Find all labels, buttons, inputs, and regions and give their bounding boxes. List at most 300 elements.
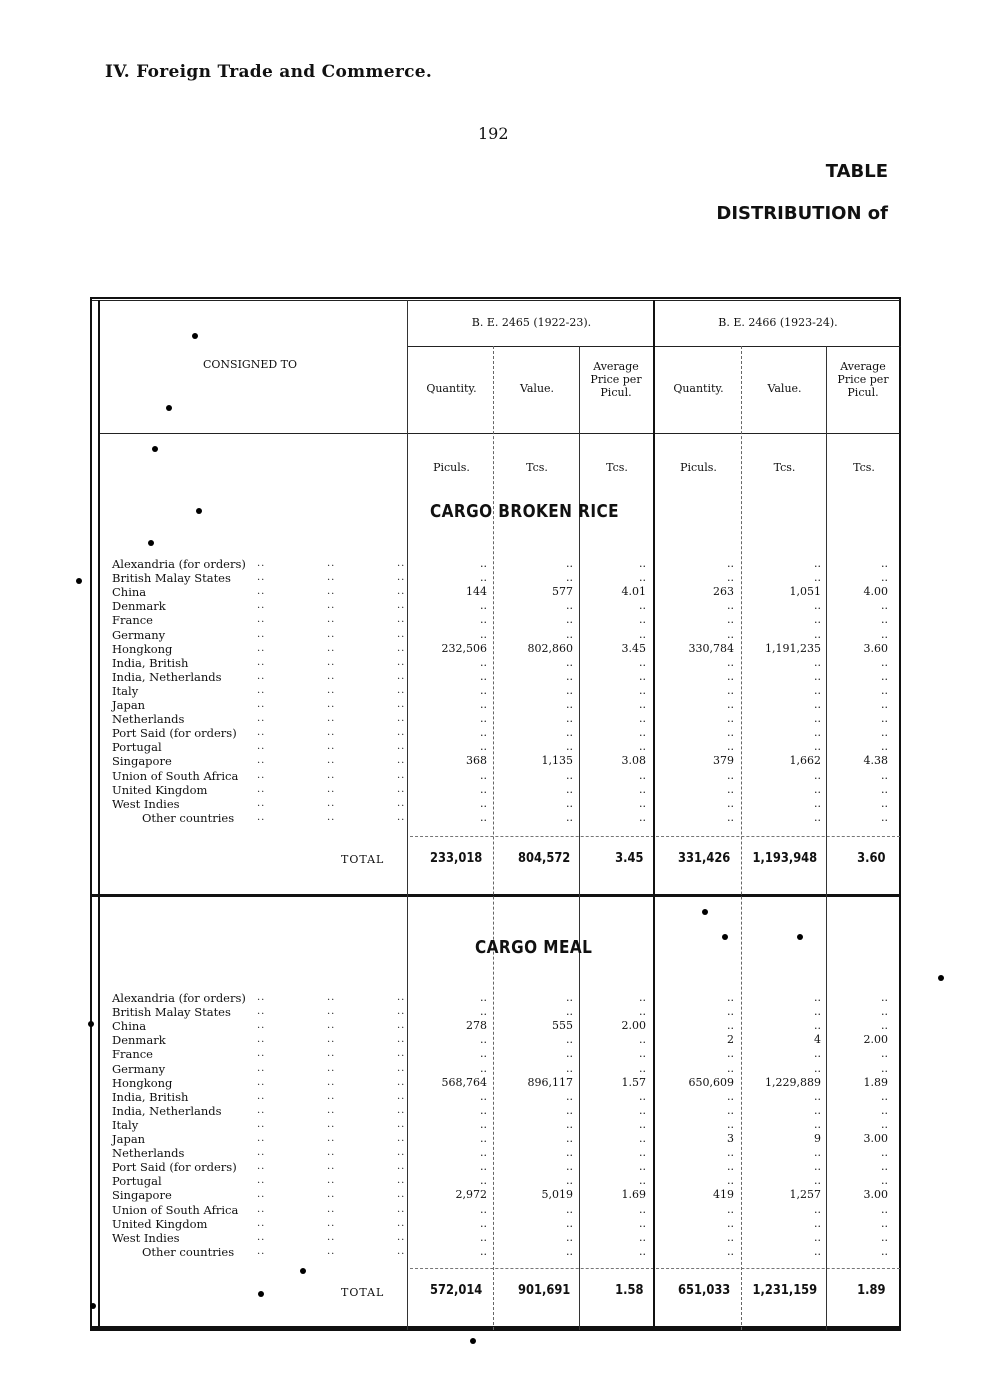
cell-v2: .. bbox=[814, 1244, 821, 1258]
unit-value-2: Tcs. bbox=[773, 461, 796, 474]
cell-q1: .. bbox=[480, 1160, 487, 1174]
cell-p2: .. bbox=[881, 1117, 888, 1131]
cell-q2: .. bbox=[727, 810, 734, 824]
leader-dots: .. bbox=[257, 670, 266, 682]
cell-v2: .. bbox=[814, 1005, 821, 1019]
cell-q1: .. bbox=[480, 1089, 487, 1103]
cell-q2: .. bbox=[727, 1174, 734, 1188]
leader-dots: .. bbox=[397, 797, 406, 809]
cell-v1: .. bbox=[566, 683, 573, 697]
cell-q1: .. bbox=[480, 571, 487, 585]
cell-v1: 802,860 bbox=[527, 641, 573, 655]
cell-q2: .. bbox=[727, 613, 734, 627]
leader-dots: .. bbox=[257, 755, 266, 767]
leader-dots: .. bbox=[397, 769, 406, 781]
leader-dots: .. bbox=[257, 1217, 266, 1229]
leader-dots: .. bbox=[327, 797, 336, 809]
leader-dots: .. bbox=[397, 642, 406, 654]
cell-p2: 3.60 bbox=[863, 641, 888, 655]
leader-dots: .. bbox=[327, 1161, 336, 1173]
table-row bbox=[112, 557, 902, 571]
cell-v2: .. bbox=[814, 768, 821, 782]
leader-dots: .. bbox=[397, 755, 406, 767]
cell-v2: .. bbox=[814, 1047, 821, 1061]
total-q2-1: 331,426 bbox=[678, 850, 731, 866]
leader-dots: .. bbox=[327, 1203, 336, 1215]
cell-q2: .. bbox=[727, 669, 734, 683]
cell-p2: .. bbox=[881, 1174, 888, 1188]
table-row bbox=[112, 783, 902, 797]
leader-dots: .. bbox=[327, 586, 336, 598]
leader-dots: .. bbox=[327, 1189, 336, 1201]
cell-q1: 568,764 bbox=[441, 1075, 487, 1089]
leader-dots: .. bbox=[257, 1161, 266, 1173]
cell-p1: .. bbox=[639, 991, 646, 1004]
leader-dots: .. bbox=[257, 811, 266, 823]
cell-v2: .. bbox=[814, 1230, 821, 1244]
cell-q1: .. bbox=[480, 768, 487, 782]
cell-v1: .. bbox=[566, 1230, 573, 1244]
cell-v1: .. bbox=[566, 1089, 573, 1103]
leader-dots: .. bbox=[327, 755, 336, 767]
cell-q1: .. bbox=[480, 1174, 487, 1188]
cell-q1: .. bbox=[480, 627, 487, 641]
cell-p1: .. bbox=[639, 1005, 646, 1019]
cell-q1: 144 bbox=[466, 585, 487, 599]
cell-v1: .. bbox=[566, 740, 573, 754]
unit-price-1: Tcs. bbox=[606, 461, 628, 474]
cell-p2: .. bbox=[881, 1146, 888, 1160]
cell-p1: .. bbox=[639, 627, 646, 641]
country-name: Netherlands bbox=[112, 712, 185, 727]
cell-v1: .. bbox=[566, 712, 573, 726]
cell-v1: .. bbox=[566, 1047, 573, 1061]
cell-q1: .. bbox=[480, 698, 487, 711]
leader-dots: .. bbox=[257, 1034, 266, 1046]
running-head: IV. Foreign Trade and Commerce. bbox=[105, 62, 433, 82]
cell-q2: .. bbox=[727, 740, 734, 754]
cell-v2: .. bbox=[814, 571, 821, 585]
country-name: Singapore bbox=[112, 1188, 172, 1203]
leader-dots: .. bbox=[327, 992, 336, 1003]
table-row bbox=[112, 684, 902, 698]
cell-p1: .. bbox=[639, 1216, 646, 1230]
scan-speck bbox=[196, 508, 202, 514]
total-v1-1: 804,572 bbox=[518, 850, 571, 866]
cell-v1: .. bbox=[566, 726, 573, 740]
leader-dots: .. bbox=[257, 1189, 266, 1201]
cell-v2: .. bbox=[814, 712, 821, 726]
total-q1-1: 233,018 bbox=[430, 850, 483, 866]
cell-q2: .. bbox=[727, 712, 734, 726]
cell-v2: .. bbox=[814, 627, 821, 641]
cell-p2: .. bbox=[881, 740, 888, 754]
leader-dots: .. bbox=[327, 811, 336, 823]
scan-speck bbox=[148, 540, 154, 546]
country-name: India, British bbox=[112, 655, 189, 670]
leader-dots: .. bbox=[327, 1006, 336, 1018]
cell-q1: .. bbox=[480, 669, 487, 683]
cell-v1: 577 bbox=[552, 585, 573, 599]
cell-q2: .. bbox=[727, 1047, 734, 1061]
cell-v1: .. bbox=[566, 1174, 573, 1188]
cell-q2: 650,609 bbox=[688, 1075, 734, 1089]
country-name: India, Netherlands bbox=[112, 1103, 222, 1118]
total-p2-2: 1.89 bbox=[857, 1282, 886, 1298]
table-row bbox=[112, 1203, 902, 1217]
table-row bbox=[112, 656, 902, 670]
leader-dots: .. bbox=[327, 727, 336, 739]
leader-dots: .. bbox=[257, 797, 266, 809]
leader-dots: .. bbox=[257, 783, 266, 795]
cell-v1: .. bbox=[566, 991, 573, 1004]
leader-dots: .. bbox=[327, 783, 336, 795]
table-row bbox=[112, 585, 902, 599]
cell-p1: .. bbox=[639, 613, 646, 627]
cell-v1: .. bbox=[566, 1103, 573, 1117]
total-label-1: TOTAL bbox=[341, 853, 385, 866]
cell-v2: .. bbox=[814, 1117, 821, 1131]
leader-dots: .. bbox=[397, 1076, 406, 1088]
table-row bbox=[112, 1019, 902, 1033]
top-rule bbox=[92, 300, 900, 301]
cell-v2: .. bbox=[814, 782, 821, 796]
cell-p1: .. bbox=[639, 1047, 646, 1061]
country-name: Hongkong bbox=[112, 641, 173, 656]
table-row bbox=[112, 1160, 902, 1174]
leader-dots: .. bbox=[257, 727, 266, 739]
cell-p1: .. bbox=[639, 1103, 646, 1117]
leader-dots: .. bbox=[327, 699, 336, 710]
cell-q1: 368 bbox=[466, 754, 487, 768]
cell-p1: 2.00 bbox=[621, 1019, 646, 1033]
leader-dots: .. bbox=[257, 699, 266, 710]
cell-p2: .. bbox=[881, 613, 888, 627]
cell-p2: .. bbox=[881, 782, 888, 796]
cell-p2: .. bbox=[881, 991, 888, 1004]
leader-dots: .. bbox=[397, 1203, 406, 1215]
leader-dots: .. bbox=[257, 1090, 266, 1102]
cell-p1: .. bbox=[639, 768, 646, 782]
cell-q2: 2 bbox=[727, 1033, 734, 1047]
cell-q2: .. bbox=[727, 571, 734, 585]
cell-v2: .. bbox=[814, 599, 821, 613]
quantity-header-1: Quantity. bbox=[426, 382, 477, 395]
table-row bbox=[112, 712, 902, 726]
table-row bbox=[112, 613, 902, 627]
cell-q1: .. bbox=[480, 683, 487, 697]
table-row bbox=[112, 628, 902, 642]
cell-q2: .. bbox=[727, 1160, 734, 1174]
leader-dots: .. bbox=[397, 1161, 406, 1173]
leader-dots: .. bbox=[327, 572, 336, 584]
cell-q2: .. bbox=[727, 1061, 734, 1075]
leader-dots: .. bbox=[257, 713, 266, 725]
value-header-2: Value. bbox=[767, 382, 802, 395]
cell-p2: .. bbox=[881, 1160, 888, 1174]
cell-q2: .. bbox=[727, 1244, 734, 1258]
total-v2-1: 1,193,948 bbox=[752, 850, 818, 866]
cell-v2: .. bbox=[814, 613, 821, 627]
leader-dots: .. bbox=[397, 1245, 406, 1257]
leader-dots: .. bbox=[327, 1118, 336, 1130]
leader-dots: .. bbox=[327, 1217, 336, 1229]
cell-v1: .. bbox=[566, 655, 573, 669]
cell-p1: .. bbox=[639, 655, 646, 669]
leader-dots: .. bbox=[397, 1147, 406, 1159]
leader-dots: .. bbox=[397, 811, 406, 823]
cell-q1: .. bbox=[480, 1047, 487, 1061]
period1-header: B. E. 2465 (1922-23). bbox=[471, 316, 592, 329]
cell-p2: .. bbox=[881, 712, 888, 726]
total-v2-2: 1,231,159 bbox=[752, 1282, 818, 1298]
leader-dots: .. bbox=[257, 1133, 266, 1144]
cell-v2: .. bbox=[814, 1174, 821, 1188]
table-subheading: DISTRIBUTION of bbox=[716, 203, 888, 224]
leader-dots: .. bbox=[397, 1062, 406, 1074]
cell-q2: .. bbox=[727, 782, 734, 796]
cell-v2: .. bbox=[814, 991, 821, 1004]
cell-v1: 5,019 bbox=[541, 1188, 573, 1202]
cell-v2: .. bbox=[814, 1160, 821, 1174]
country-name: France bbox=[112, 1047, 153, 1062]
cell-v2: .. bbox=[814, 655, 821, 669]
leader-dots: .. bbox=[397, 741, 406, 753]
scan-speck bbox=[88, 1021, 94, 1027]
leader-dots: .. bbox=[397, 684, 406, 696]
cell-q1: .. bbox=[480, 991, 487, 1004]
scan-speck bbox=[300, 1268, 306, 1274]
table-row bbox=[112, 1118, 902, 1132]
table-heading: TABLE bbox=[825, 161, 888, 182]
unit-price-2: Tcs. bbox=[853, 461, 875, 474]
cell-q1: .. bbox=[480, 1061, 487, 1075]
leader-dots: .. bbox=[327, 642, 336, 654]
country-name: Italy bbox=[112, 1117, 139, 1132]
cell-v2: 1,257 bbox=[789, 1188, 821, 1202]
quantity-header-2: Quantity. bbox=[673, 382, 724, 395]
country-name: Singapore bbox=[112, 754, 172, 769]
cell-p1: .. bbox=[639, 1174, 646, 1188]
cell-v1: .. bbox=[566, 1117, 573, 1131]
cell-p1: 4.01 bbox=[621, 585, 646, 599]
leader-dots: .. bbox=[257, 1147, 266, 1159]
table-row bbox=[112, 1090, 902, 1104]
cell-p2: .. bbox=[881, 1061, 888, 1075]
cell-v1: .. bbox=[566, 571, 573, 585]
leader-dots: .. bbox=[327, 1076, 336, 1088]
cell-q1: .. bbox=[480, 1202, 487, 1216]
cell-p2: 2.00 bbox=[863, 1033, 888, 1047]
cell-q2: .. bbox=[727, 796, 734, 810]
table-row bbox=[112, 599, 902, 613]
leader-dots: .. bbox=[397, 586, 406, 598]
cell-q1: .. bbox=[480, 1230, 487, 1244]
cell-q1: .. bbox=[480, 782, 487, 796]
cell-q2: 330,784 bbox=[688, 641, 734, 655]
cell-q2: .. bbox=[727, 1005, 734, 1019]
country-name: Germany bbox=[112, 627, 166, 642]
scan-speck bbox=[166, 405, 172, 411]
leader-dots: .. bbox=[257, 1006, 266, 1018]
cell-q1: .. bbox=[480, 1103, 487, 1117]
country-name: Denmark bbox=[112, 1033, 166, 1048]
country-name: United Kingdom bbox=[112, 782, 208, 797]
leader-dots: .. bbox=[257, 1118, 266, 1130]
leader-dots: .. bbox=[257, 1076, 266, 1088]
table-row bbox=[112, 797, 902, 811]
country-name: Union of South Africa bbox=[112, 1202, 239, 1217]
leader-dots: .. bbox=[257, 586, 266, 598]
country-name: Japan bbox=[112, 698, 146, 712]
cell-v1: .. bbox=[566, 1033, 573, 1047]
cell-v1: .. bbox=[566, 1061, 573, 1075]
cell-q1: .. bbox=[480, 1216, 487, 1230]
country-name: Port Said (for orders) bbox=[112, 1160, 237, 1175]
cell-q2: .. bbox=[727, 599, 734, 613]
cell-q2: .. bbox=[727, 726, 734, 740]
cell-v2: .. bbox=[814, 1019, 821, 1033]
leader-dots: .. bbox=[397, 1048, 406, 1060]
cell-v1: .. bbox=[566, 1160, 573, 1174]
table-row bbox=[112, 769, 902, 783]
leader-dots: .. bbox=[397, 1189, 406, 1201]
leader-dots: .. bbox=[257, 600, 266, 612]
table-row bbox=[112, 670, 902, 684]
leader-dots: .. bbox=[327, 1090, 336, 1102]
table-row bbox=[112, 1047, 902, 1061]
table-row bbox=[112, 754, 902, 768]
leader-dots: .. bbox=[257, 1020, 266, 1032]
leader-dots: .. bbox=[257, 642, 266, 654]
country-name: Portugal bbox=[112, 740, 162, 755]
cell-p2: .. bbox=[881, 796, 888, 810]
table-row bbox=[112, 726, 902, 740]
leader-dots: .. bbox=[257, 1104, 266, 1116]
cell-v2: .. bbox=[814, 683, 821, 697]
leader-dots: .. bbox=[257, 1203, 266, 1215]
cell-q2: 419 bbox=[713, 1188, 734, 1202]
leader-dots: .. bbox=[257, 741, 266, 753]
cell-p1: 3.45 bbox=[621, 641, 646, 655]
table-row bbox=[112, 1076, 902, 1090]
table-row bbox=[112, 1146, 902, 1160]
cell-v2: .. bbox=[814, 726, 821, 740]
cell-p2: .. bbox=[881, 627, 888, 641]
leader-dots: .. bbox=[397, 600, 406, 612]
country-name: China bbox=[112, 585, 147, 600]
cell-q2: 379 bbox=[713, 754, 734, 768]
leader-dots: .. bbox=[397, 1006, 406, 1018]
cell-q2: .. bbox=[727, 1117, 734, 1131]
country-name: Union of South Africa bbox=[112, 768, 239, 783]
cell-q2: .. bbox=[727, 698, 734, 711]
leader-dots: .. bbox=[257, 558, 266, 569]
cell-v2: 4 bbox=[814, 1033, 821, 1047]
cell-p1: 1.69 bbox=[621, 1188, 646, 1202]
cell-v1: .. bbox=[566, 698, 573, 711]
total-q1-2: 572,014 bbox=[430, 1282, 483, 1298]
table-row bbox=[112, 740, 902, 754]
leader-dots: .. bbox=[397, 727, 406, 739]
leader-dots: .. bbox=[327, 656, 336, 668]
unit-value-1: Tcs. bbox=[526, 461, 548, 474]
cell-v1: .. bbox=[566, 627, 573, 641]
cell-p1: .. bbox=[639, 796, 646, 810]
cell-v2: .. bbox=[814, 1146, 821, 1160]
country-name: China bbox=[112, 1019, 147, 1034]
cell-p2: 4.38 bbox=[863, 754, 888, 768]
cell-v2: .. bbox=[814, 557, 821, 570]
leader-dots: .. bbox=[327, 1020, 336, 1032]
cell-q2: .. bbox=[727, 1202, 734, 1216]
cell-p2: .. bbox=[881, 655, 888, 669]
cell-v1: .. bbox=[566, 1216, 573, 1230]
leader-dots: .. bbox=[397, 558, 406, 569]
cell-p2: .. bbox=[881, 810, 888, 824]
leader-dots: .. bbox=[257, 1231, 266, 1243]
cell-q2: .. bbox=[727, 683, 734, 697]
country-name: Port Said (for orders) bbox=[112, 726, 237, 741]
cell-q2: .. bbox=[727, 991, 734, 1004]
cell-p1: .. bbox=[639, 1202, 646, 1216]
cell-v1: 896,117 bbox=[527, 1075, 573, 1089]
cell-p2: 3.00 bbox=[863, 1188, 888, 1202]
table-row bbox=[112, 1217, 902, 1231]
cell-p1: .. bbox=[639, 726, 646, 740]
cell-v1: .. bbox=[566, 1132, 573, 1145]
leader-dots: .. bbox=[327, 1231, 336, 1243]
country-name: France bbox=[112, 613, 153, 628]
cell-q1: .. bbox=[480, 655, 487, 669]
cell-v2: .. bbox=[814, 810, 821, 824]
leader-dots: .. bbox=[397, 1133, 406, 1144]
leader-dots: .. bbox=[327, 1104, 336, 1116]
cell-p1: .. bbox=[639, 712, 646, 726]
avg-price-header-1: Average Price per Picul. bbox=[590, 360, 642, 399]
total-v1-2: 901,691 bbox=[518, 1282, 571, 1298]
cell-p1: .. bbox=[639, 669, 646, 683]
leader-dots: .. bbox=[397, 1118, 406, 1130]
cell-q2: .. bbox=[727, 655, 734, 669]
cell-p2: 1.89 bbox=[863, 1075, 888, 1089]
table-row bbox=[112, 1104, 902, 1118]
cell-p2: .. bbox=[881, 1047, 888, 1061]
cell-q1: .. bbox=[480, 1132, 487, 1145]
cell-v1: 1,135 bbox=[541, 754, 573, 768]
cell-v2: .. bbox=[814, 740, 821, 754]
cell-q1: .. bbox=[480, 599, 487, 613]
leader-dots: .. bbox=[327, 1147, 336, 1159]
cell-q1: 278 bbox=[466, 1019, 487, 1033]
cell-p2: .. bbox=[881, 1202, 888, 1216]
cell-p2: .. bbox=[881, 683, 888, 697]
table-row bbox=[112, 811, 902, 825]
cell-p2: .. bbox=[881, 698, 888, 711]
leader-dots: .. bbox=[397, 614, 406, 626]
cell-p2: .. bbox=[881, 1216, 888, 1230]
total-p1-2: 1.58 bbox=[615, 1282, 644, 1298]
leader-dots: .. bbox=[397, 992, 406, 1003]
cell-p1: .. bbox=[639, 1061, 646, 1075]
country-name: British Malay States bbox=[112, 571, 231, 586]
cell-p1: .. bbox=[639, 810, 646, 824]
leader-dots: .. bbox=[327, 614, 336, 626]
scan-speck bbox=[702, 909, 708, 915]
leader-dots: .. bbox=[327, 1062, 336, 1074]
cell-v2: 1,229,889 bbox=[765, 1075, 821, 1089]
cell-v2: .. bbox=[814, 796, 821, 810]
